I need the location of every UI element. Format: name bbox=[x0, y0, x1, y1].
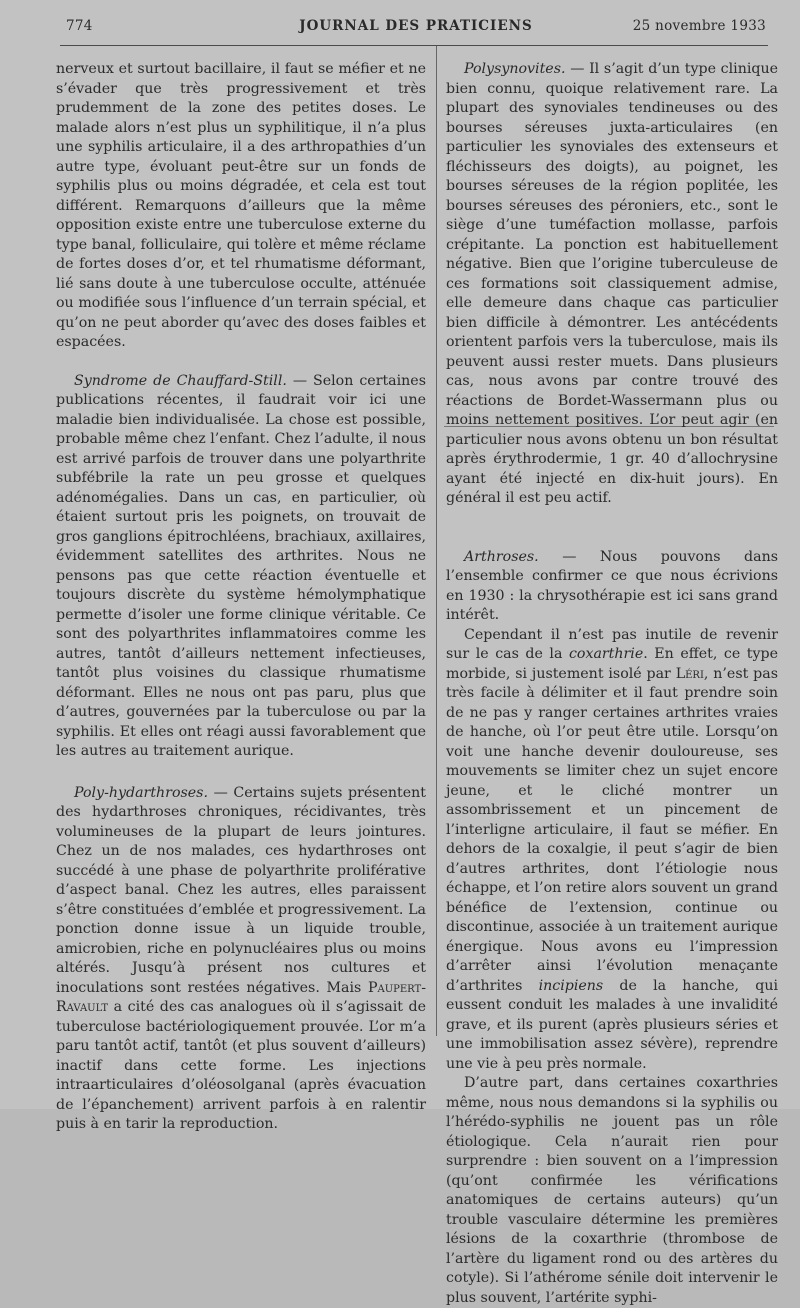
author-name: Léri bbox=[675, 665, 704, 682]
right-column bbox=[446, 60, 778, 1308]
header-rule bbox=[60, 45, 768, 46]
left-column bbox=[56, 60, 426, 1135]
section-heading-poly-hydarthroses: Poly-hydarthroses. bbox=[74, 784, 208, 801]
paragraph-coxarthrie: Cependant il n’est pas inutile de revenir sur le cas de la coxarthrie. En effet, ce type morbide, si justement isolé par Léri, n’est pas très facile à délimiter et il faut prendre soin de ne pas y ranger certaines arthrites vraies de hanche, où l’or peut être utile. Lorsqu’on voit une hanche devenir douloureuse, ses mouvements se limiter chez un sujet encore jeune, et le cliché montrer un assombrissement et un pincement de l’interligne articulaire, il faut se méfier. En dehors de la coxalgie, il peut s’agir de bien d’autres arthrites, dont l’étiologie nous échappe, et l’on retire alors souvent un grand bénéfice de l’extension, continue ou discontinue, associée à un traitement aurique énergique. Nous avons eu l’impression d’arrêter ainsi l’évolution menaçante d’arthrites incipiens de la hanche, qui eussent conduit les malades à une invalidité grave, et ils purent (après plusieurs séries et une immobilisation assez sévère), reprendre une vie à peu près normale. bbox=[446, 626, 778, 1072]
paragraph-syphilis: nerveux et surtout bacillaire, il faut se méfier et ne s’évader que très progressivement et très prudemment de la zone des petites doses. Le malade alors n’est plus un syphilitique, il n’a plus une syphilis articulaire, il a des arthropathies d’un autre type, évoluant peut-être sur un fonds de syphilis plus ou moins dégradée, et cela est tout différent. Remarquons d’ailleurs que la même opposition existe entre une tuberculose externe du type banal, folliculaire, qui tolère et même réclame de fortes doses d’or, et tel rhumatisme déformant, lié sans doute à une tuberculose occulte, atténuée ou modifiée sous l’influence d’un terrain spécial, et qu’on ne peut aborder qu’avec des doses faibles et espacées. bbox=[56, 61, 426, 350]
page-header bbox=[66, 18, 766, 38]
issue-date: 25 novembre 1933 bbox=[632, 18, 766, 34]
journal-title: JOURNAL DES PRATICIENS bbox=[299, 18, 533, 34]
column-divider bbox=[436, 46, 437, 1036]
author-name: Paupert-Ravault bbox=[56, 979, 426, 1015]
section-heading-arthroses: Arthroses. bbox=[464, 548, 539, 565]
paragraph-text: — Selon certaines publications récentes, il faudrait voir ici une maladie bien individualisée. La chose est possible, probable même chez l’enfant. Chez l’adulte, il nous est arrivé parfois de trouver dans une polyarthrite subfébrile la rate un peu grosse et quelques adénomégalies. Dans un cas, en particulier, où étaient surtout pris les poignets, on trouvait de gros ganglions épitrochléens, brachiaux, axillaires, évidemment satellites des arthrites. Nous ne pensons pas que cette réaction éventuelle et toujours discrète du système hémolymphatique permette d’isoler une forme clinique véritable. Ce sont des polyarthrites inflammatoires comme les autres, tantôt d’ailleurs nettement infectieuses, tantôt plus voisines du classique rhumatisme déformant. Elles ne nous ont pas paru, plus que d’autres, gouvernées par la tuberculose ou par la syphilis. Et elles ont réagi aussi favorablement que les autres au traitement aurique. bbox=[56, 372, 426, 759]
section-heading-chauffard-still: Syndrome de Chauffard-Still. bbox=[74, 372, 287, 389]
page-number: 774 bbox=[66, 18, 93, 34]
paragraph-arthroses: Arthroses. — Nous pouvons dans l’ensemble confirmer ce que nous écrivions en 1930 : la chrysothérapie est ici sans grand intérêt. bbox=[446, 548, 778, 623]
paragraph-chauffard-still bbox=[56, 372, 426, 762]
section-heading-polysynovites: Polysynovites. bbox=[464, 61, 566, 77]
term-coxarthrie: coxarthrie bbox=[568, 646, 644, 662]
paragraph-poly-hydarthroses: Poly-hydarthroses. — Certains sujets présentent des hydarthroses chroniques, récidivantes, très volumineuses de la plupart de leurs jointures. Chez un de nos malades, ces hydarthroses ont succédé à une phase de polyarthrite proliférative d’aspect banal. Chez les autres, elles paraissent s’être constituées d’emblée et progressivement. La ponction donne issue à un liquide trouble, amicrobien, riche en polynucléaires plus ou moins altérés. Jusqu’à présent nos cultures et inoculations sont restées négatives. Mais Paupert-Ravault a cité des cas analogues où il s’agissait de tuberculose bactériologiquement prouvée. L’or m’a paru tantôt actif, tantôt (et plus souvent d’ailleurs) inactif dans cette forme. Les injections intraarticulaires d’oléosolganal (après évacuation de l’épanchement) arrivent parfois à en ralentir puis à en tarir la reproduction. bbox=[56, 784, 426, 1132]
term-incipiens: incipiens bbox=[538, 977, 604, 994]
paragraph-polysynovites: Polysynovites. — Il s’agit d’un type clinique bien connu, quoique relativement rare. La plupart des synoviales tendineuses ou des bourses séreuses juxta-articulaires (en particulier les synoviales des extenseurs et fléchisseurs des doigts), au poignet, les bourses séreuses de la région poplitée, les bourses séreuses des péroniers, etc., sont le siège d’une tuméfaction mollasse, parfois crépitante. La ponction est habituellement négative. Bien que l’origine tuberculeuse de ces formations soit classiquement admise, elle demeure dans chaque cas particulier bien difficile à démontrer. Les antécédents orientent parfois vers la tuberculose, mais ils peuvent aussi rester muets. Dans plusieurs cas, nous avons par contre trouvé des réactions de Bordet-Wassermann plus ou moins nettement positives. L’or peut agir (en particulier nous avons obtenu un bon résultat après érythrodermie, 1 gr. 40 d’allochrysine ayant été injecté en dix-huit jours). En général il est peu actif. bbox=[446, 61, 778, 506]
paragraph-syphilis-etiology: D’autre part, dans certaines coxarthries même, nous nous demandons si la syphilis ou l’hérédo-syphilis ne jouent pas un rôle étiologique. Cela n’aurait rien pour surprendre : bien souvent on a l’impression (qu’ont confirmée les vérifications anatomiques de certains auteurs) qu’un trouble vasculaire détermine les premières lésions de la coxarthrie (thrombose de l’artère du ligament rond ou des artères du cotyle). Si l’athérome sénile doit intervenir le plus souvent, l’artérite syphi- bbox=[446, 1075, 778, 1306]
